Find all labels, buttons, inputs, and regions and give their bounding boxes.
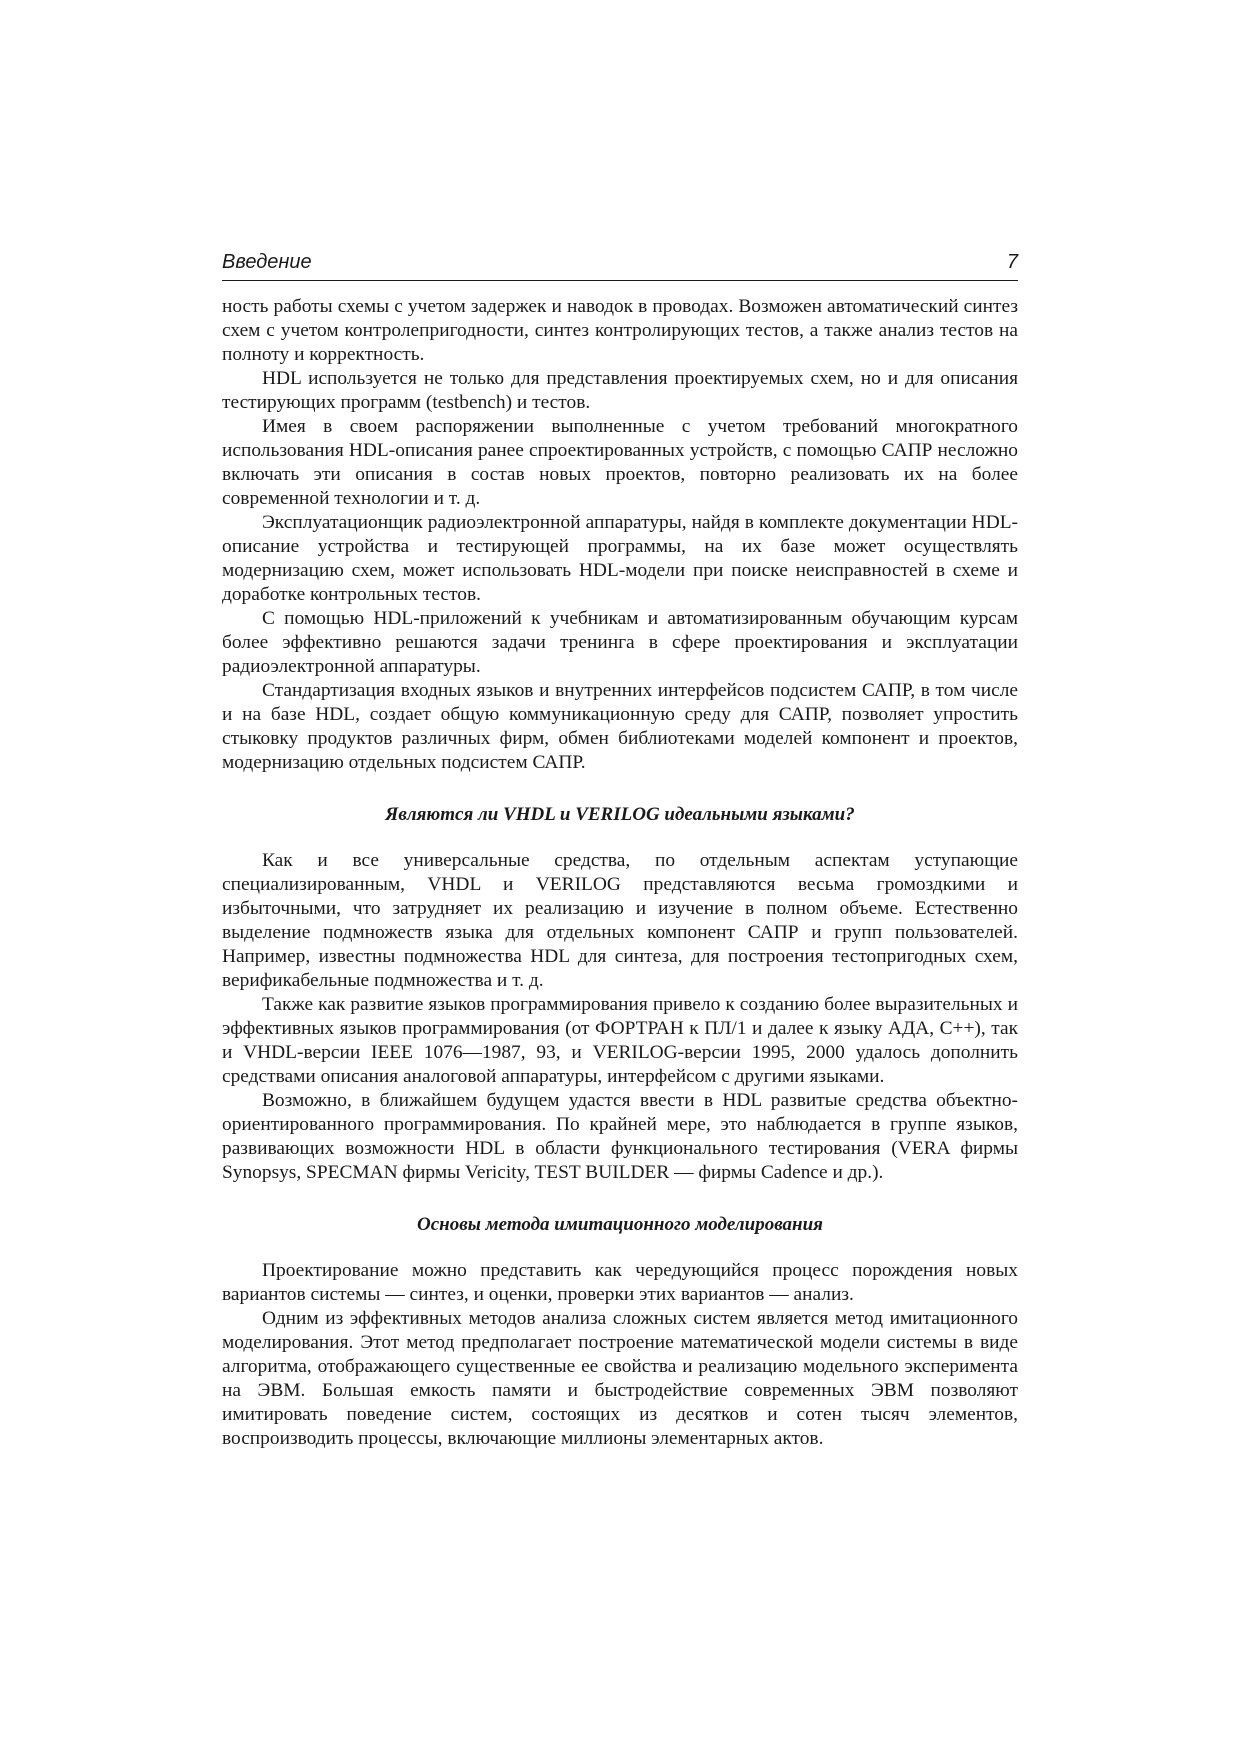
section-heading: Являются ли VHDL и VERILOG идеальными языками?	[385, 804, 855, 825]
section-heading: Основы метода имитационного моделирования	[417, 1214, 823, 1235]
paragraph: Имея в своем распоряжении выполненные с учетом требований многократного использования HDL-описания ранее спроектированных устройств, с помощью САПР несложно включать эти описания в состав новых проектов, повторно реализовать их на более современной технологии и т. д.	[222, 416, 1018, 509]
page-body	[222, 295, 1018, 1451]
section-title: Введение	[222, 251, 312, 273]
paragraph: HDL используется не только для представления проектируемых схем, но и для описания тестирующих программ (testbench) и тестов.	[222, 368, 1018, 413]
book-page	[222, 250, 1018, 1451]
page-number: 7	[1006, 251, 1018, 273]
paragraph: Как и все универсальные средства, по отдельным аспектам уступающие специализированным, VHDL и VERILOG представляются весьма громоздкими и избыточными, что затрудняет их реализацию и изучение в полном объеме. Естественно выделение подмножеств языка для отдельных компонент САПР и групп пользователей. Например, известны подмножества HDL для синтеза, для построения тестопригодных схем, верификабельные подмножества и т. д.	[222, 850, 1018, 991]
paragraph: Одним из эффективных методов анализа сложных систем является метод имитационного моделирования. Этот метод предполагает построение математической модели системы в виде алгоритма, отображающего существенные ее свойства и реализацию модельного эксперимента на ЭВМ. Большая емкость памяти и быстродействие современных ЭВМ позволяют имитировать поведение систем, состоящих из десятков и сотен тысяч элементов, воспроизводить процессы, включающие миллионы элементарных актов.	[222, 1308, 1018, 1449]
paragraph: Проектирование можно представить как чередующийся процесс порождения новых вариантов системы — синтез, и оценки, проверки этих вариантов — анализ.	[222, 1260, 1018, 1305]
paragraph: ность работы схемы с учетом задержек и наводок в проводах. Возможен автоматический синтез схем с учетом контролепригодности, синтез контролирующих тестов, а также анализ тестов на полноту и корректность.	[222, 296, 1018, 365]
paragraph: Эксплуатационщик радиоэлектронной аппаратуры, найдя в комплекте документации HDL-описание устройства и тестирующей программы, на их базе может осуществлять модернизацию схем, может использовать HDL-модели при поиске неисправностей в схеме и доработке контрольных тестов.	[222, 512, 1018, 605]
paragraph: С помощью HDL-приложений к учебникам и автоматизированным обучающим курсам более эффективно решаются задачи тренинга в сфере проектирования и эксплуатации радиоэлектронной аппаратуры.	[222, 608, 1018, 677]
running-head	[222, 250, 1018, 281]
paragraph: Стандартизация входных языков и внутренних интерфейсов подсистем САПР, в том числе и на базе HDL, создает общую коммуникационную среду для САПР, позволяет упростить стыковку продуктов различных фирм, обмен библиотеками моделей компонент и проектов, модернизацию отдельных подсистем САПР.	[222, 680, 1018, 773]
paragraph: Также как развитие языков программирования привело к созданию более выразительных и эффективных языков программирования (от ФОРТРАН к ПЛ/1 и далее к языку АДА, С++), так и VHDL-версии IEEE 1076—1987, 93, и VERILOG-версии 1995, 2000 удалось дополнить средствами описания аналоговой аппаратуры, интерфейсом с другими языками.	[222, 994, 1018, 1087]
paragraph: Возможно, в ближайшем будущем удастся ввести в HDL развитые средства объектно-ориентированного программирования. По крайней мере, это наблюдается в группе языков, развивающих возможности HDL в области функционального тестирования (VERA фирмы Synopsys, SPECMAN фирмы Vericity, TEST BUILDER — фирмы Cadence и др.).	[222, 1090, 1018, 1183]
